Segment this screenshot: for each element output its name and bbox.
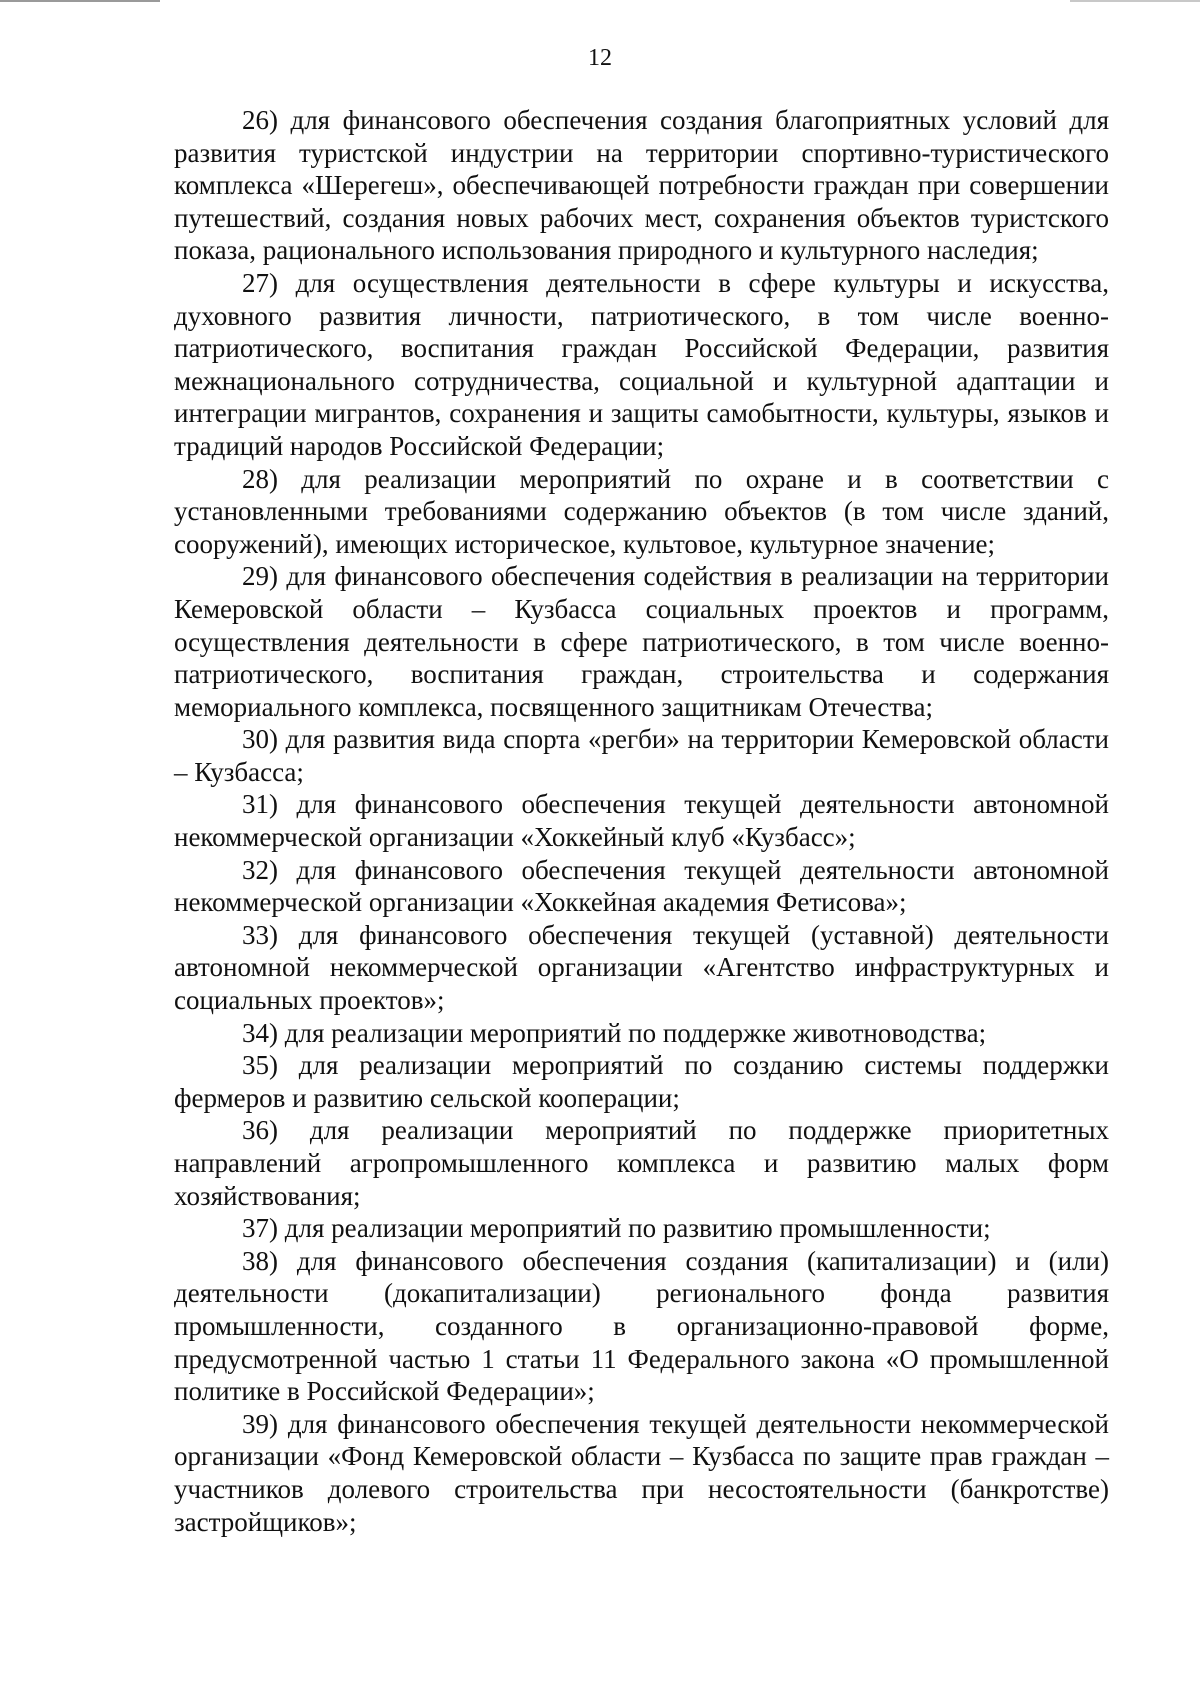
list-item-37: 37) для реализации мероприятий по развитию промышленности; xyxy=(242,1213,991,1244)
list-item-32: 32) для финансового обеспечения текущей деятельности автономной некоммерческой организации «Хоккейная академия Фетисова»; xyxy=(174,854,1109,918)
page-number: 12 xyxy=(588,45,612,71)
list-item-27: 27) для осуществления деятельности в сфере культуры и искусства, духовного развития личности, патриотического, в том числе военно-патриотического, воспитания граждан Российской Федерации, развития межнационального сотрудничества, социальной и культурной адаптации и интеграции мигрантов, сохранения и защиты самобытности, культуры, языков и традиций народов Российской Федерации; xyxy=(174,267,1109,461)
list-item-29: 29) для финансового обеспечения содействия в реализации на территории Кемеровской области – Кузбасса социальных проектов и программ, осуществления деятельности в сфере патриотического, в том числе военно-патриотического, воспитания граждан, строительства и содержания мемориального комплекса, посвященного защитникам Отечества; xyxy=(174,561,1109,722)
list-item-33: 33) для финансового обеспечения текущей (уставной) деятельности автономной некоммерческой организации «Агентство инфраструктурных и социальных проектов»; xyxy=(174,919,1109,1016)
list-item-30: 30) для развития вида спорта «регби» на территории Кемеровской области – Кузбасса; xyxy=(174,724,1109,787)
list-item-39: 39) для финансового обеспечения текущей деятельности некоммерческой организации «Фонд Кемеровской области – Кузбасса по защите прав граждан – участников долевого строительства при несостоятельности (банкротстве) застройщиков»; xyxy=(174,1408,1109,1537)
document-body xyxy=(174,104,1109,1538)
list-item-36: 36) для реализации мероприятий по поддержке приоритетных направлений агропромышленного комплекса и развитию малых форм хозяйствования; xyxy=(174,1115,1109,1211)
list-item-26: 26) для финансового обеспечения создания благоприятных условий для развития туристской индустрии на территории спортивно-туристического комплекса «Шерегеш», обеспечивающей потребности граждан при совершении путешествий, создания новых рабочих мест, сохранения объектов туристского показа, рационального использования природного и культурного наследия; xyxy=(174,105,1109,266)
list-item-34: 34) для реализации мероприятий по поддержке животноводства; xyxy=(242,1017,987,1048)
list-item-38: 38) для финансового обеспечения создания (капитализации) и (или) деятельности (докапитализации) регионального фонда развития промышленности, созданного в организационно-правовой форме, предусмотренной частью 1 статьи 11 Федерального закона «О промышленной политике в Российской Федерации»; xyxy=(174,1245,1109,1407)
list-item-35: 35) для реализации мероприятий по созданию системы поддержки фермеров и развитию сельской кооперации; xyxy=(174,1050,1109,1113)
scan-edge xyxy=(0,0,1200,2)
list-item-31: 31) для финансового обеспечения текущей деятельности автономной некоммерческой организации «Хоккейный клуб «Кузбасс»; xyxy=(174,789,1109,853)
list-item-28: 28) для реализации мероприятий по охране и в соответствии с установленными требованиями содержанию объектов (в том числе зданий, сооружений), имеющих историческое, культовое, культурное значение; xyxy=(174,463,1109,559)
